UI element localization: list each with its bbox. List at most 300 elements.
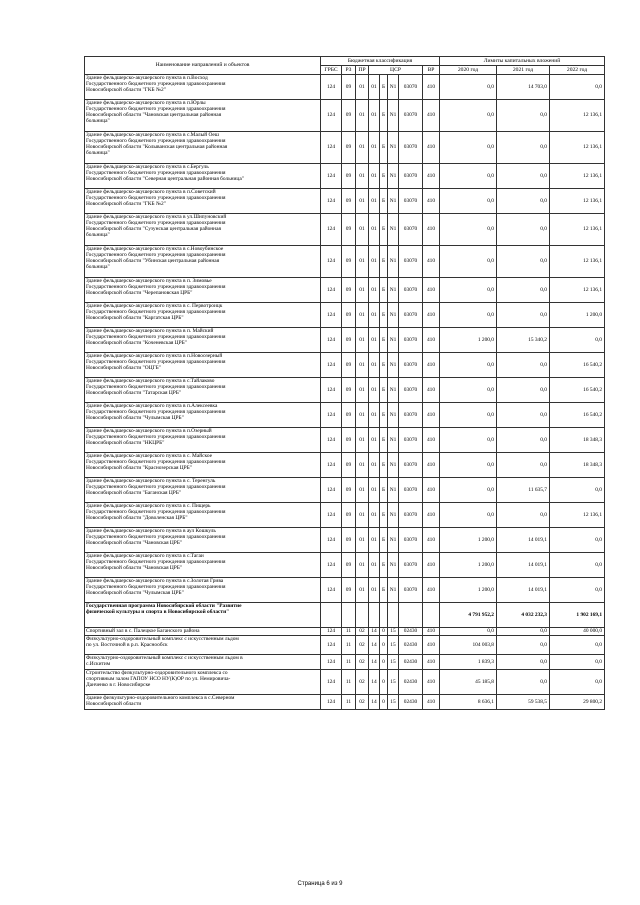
cell-2020: 0,0	[440, 278, 497, 303]
cell-2022: 1 200,0	[550, 303, 605, 328]
cell-grbs: 124	[321, 403, 342, 428]
cell-2021: 0,0	[497, 428, 550, 453]
cell-2022: 12 136,1	[550, 132, 605, 164]
cell-2022: 40 000,0	[550, 628, 605, 636]
table-row	[85, 100, 605, 132]
cell-csr-4: 03070	[399, 246, 423, 278]
cell-2020: 0,0	[440, 453, 497, 478]
cell-object-name: Здание физкультурно-оздоровительного комплекса в с.Северном Новосибирской области	[85, 695, 321, 710]
table-row	[85, 378, 605, 403]
cell-csr-3: N1	[388, 189, 399, 214]
cell-object-name: Здание фельдшерско-акушерского пункта в аул Кошкуль Государственного бюджетного учреждения здравоохранения Новосибирской области "Чановская ЦРБ"	[85, 528, 321, 553]
cell-object-name: Здание фельдшерско-акушерского пункта в п. Майский Государственного бюджетного учреждения здравоохранения Новосибирской области "Коченевская ЦРБ"	[85, 328, 321, 353]
cell-2021: 15 340,2	[497, 328, 550, 353]
cell-csr-3: N1	[388, 528, 399, 553]
cell-grbs: 124	[321, 670, 342, 695]
cell-2022: 0,0	[550, 478, 605, 503]
cell-rz: 09	[342, 100, 356, 132]
cell-2022: 29 800,2	[550, 695, 605, 710]
cell-csr-3: N1	[388, 214, 399, 246]
cell-csr-1: 01	[369, 246, 380, 278]
cell-csr-4: 03070	[399, 214, 423, 246]
cell-2021: 0,0	[497, 132, 550, 164]
cell-csr-4: 03070	[399, 100, 423, 132]
cell-csr-4: 03070	[399, 189, 423, 214]
cell-2022: 0,0	[550, 528, 605, 553]
cell-object-name: Спортивный зал в с. Палецкое Баганского района	[85, 628, 321, 636]
cell-csr-2: Б	[380, 403, 388, 428]
cell-grbs: 124	[321, 478, 342, 503]
cell-csr-4: 03070	[399, 528, 423, 553]
cell-2022: 16 540,2	[550, 353, 605, 378]
header-name: Наименование направлений и объектов	[85, 57, 321, 75]
cell-rz: 09	[342, 428, 356, 453]
cell-2020: 1 200,0	[440, 328, 497, 353]
cell-2021: 14 019,1	[497, 553, 550, 578]
cell-csr-1: 01	[369, 278, 380, 303]
cell-2022: 12 136,1	[550, 246, 605, 278]
cell-csr-2: Б	[380, 246, 388, 278]
cell-2021: 14 703,0	[497, 75, 550, 100]
cell-rz: 09	[342, 478, 356, 503]
cell-pr: 02	[356, 655, 369, 670]
cell-csr-2: Б	[380, 189, 388, 214]
cell-csr-1: 01	[369, 132, 380, 164]
cell-csr-2: Б	[380, 528, 388, 553]
table-row	[85, 278, 605, 303]
cell-2021: 0,0	[497, 246, 550, 278]
table-row	[85, 603, 605, 628]
cell-rz: 09	[342, 75, 356, 100]
cell-grbs: 124	[321, 503, 342, 528]
cell-grbs: 124	[321, 164, 342, 189]
cell-vr: 410	[423, 628, 440, 636]
cell-2020: 8 636,1	[440, 695, 497, 710]
cell-grbs: 124	[321, 428, 342, 453]
cell-csr-1: 14	[369, 628, 380, 636]
cell-object-name: Физкультурно-оздоровительный комплекс с искусственным льдом по ул. Восточной в р.п. Краснообск	[85, 636, 321, 655]
cell-csr-2: 0	[380, 695, 388, 710]
cell-grbs: 124	[321, 378, 342, 403]
cell-csr-3: N1	[388, 503, 399, 528]
cell-csr-1: 01	[369, 528, 380, 553]
cell-object-name: Здание фельдшерско-акушерского пункта в п.Юрлы Государственного бюджетного учреждения здравоохранения Новосибирской области "Чановская центральная районная больница"	[85, 100, 321, 132]
cell-rz: 09	[342, 214, 356, 246]
cell-csr-1: 01	[369, 100, 380, 132]
cell-object-name: Здание фельдшерско-акушерского пункта в п.Новоозерный Государственного бюджетного учреждения здравоохранения Новосибирской области "ОЦГБ"	[85, 353, 321, 378]
cell-2020: 1 200,0	[440, 578, 497, 603]
cell-csr-4: 03070	[399, 328, 423, 353]
cell-2020: 0,0	[440, 353, 497, 378]
cell-csr-1: 14	[369, 636, 380, 655]
table-row	[85, 353, 605, 378]
cell-vr: 410	[423, 655, 440, 670]
table-row	[85, 553, 605, 578]
cell-pr: 01	[356, 403, 369, 428]
cell-csr-3: 15	[388, 636, 399, 655]
cell-pr: 02	[356, 670, 369, 695]
table-row	[85, 578, 605, 603]
cell-csr-2: Б	[380, 453, 388, 478]
cell-pr: 01	[356, 528, 369, 553]
cell-2021: 0,0	[497, 214, 550, 246]
cell-vr: 410	[423, 132, 440, 164]
cell-2021: 0,0	[497, 453, 550, 478]
cell-vr: 410	[423, 164, 440, 189]
cell-pr: 01	[356, 278, 369, 303]
cell-object-name: Здание фельдшерско-акушерского пункта в п.Алексеевка Государственного бюджетного учреждения здравоохранения Новосибирской области "Чулымская ЦРБ"	[85, 403, 321, 428]
cell-object-name: Здание фельдшерско-акушерского пункта в ул.Шипуновский Государственного бюджетного учреждения здравоохранения Новосибирской области "Сузунская центральная районная больница"	[85, 214, 321, 246]
table-row	[85, 628, 605, 636]
cell-2022: 0,0	[550, 578, 605, 603]
cell-2022: 12 136,1	[550, 100, 605, 132]
cell-csr-4: 02430	[399, 695, 423, 710]
cell-csr-2: Б	[380, 164, 388, 189]
cell-2021: 0,0	[497, 303, 550, 328]
cell-object-name: Здание фельдшерско-акушерского пункта в с.Тайлаково Государственного бюджетного учреждения здравоохранения Новосибирской области "Татарская ЦРБ"	[85, 378, 321, 403]
cell-vr: 410	[423, 246, 440, 278]
cell-2022: 0,0	[550, 636, 605, 655]
cell-csr-1: 01	[369, 214, 380, 246]
cell-2020: 1 839,3	[440, 655, 497, 670]
header-pr: ПР	[356, 66, 369, 75]
cell-2020: 45 185,8	[440, 670, 497, 695]
cell-csr-4: 03070	[399, 75, 423, 100]
cell-csr-1: 01	[369, 189, 380, 214]
cell-csr-3: N1	[388, 75, 399, 100]
cell-csr-2: Б	[380, 75, 388, 100]
header-grbs: ГРБС	[321, 66, 342, 75]
cell-rz: 09	[342, 164, 356, 189]
cell-csr-4: 03070	[399, 278, 423, 303]
cell-csr-4: 03070	[399, 478, 423, 503]
cell-object-name: Здание фельдшерско-акушерского пункта в п.Восход Государственного бюджетного учреждения здравоохранения Новосибирской области "ГКБ №2"	[85, 75, 321, 100]
cell-csr-3: 15	[388, 655, 399, 670]
table-row	[85, 478, 605, 503]
cell-2022: 12 136,1	[550, 189, 605, 214]
cell-rz: 11	[342, 670, 356, 695]
cell-2022: 12 136,1	[550, 503, 605, 528]
cell-csr-3: N1	[388, 453, 399, 478]
cell-csr-1: 01	[369, 353, 380, 378]
cell-2022: 0,0	[550, 75, 605, 100]
cell-rz: 09	[342, 578, 356, 603]
cell-csr-4	[399, 603, 423, 628]
table-row	[85, 655, 605, 670]
cell-pr: 02	[356, 695, 369, 710]
cell-2020: 1 200,0	[440, 528, 497, 553]
table-row	[85, 214, 605, 246]
cell-object-name: Здание фельдшерско-акушерского пункта в п.Советский Государственного бюджетного учреждения здравоохранения Новосибирской области "ГКБ №2"	[85, 189, 321, 214]
cell-grbs: 124	[321, 353, 342, 378]
cell-vr: 410	[423, 403, 440, 428]
cell-rz: 09	[342, 303, 356, 328]
cell-csr-3: N1	[388, 132, 399, 164]
cell-vr: 410	[423, 553, 440, 578]
cell-csr-1: 14	[369, 695, 380, 710]
cell-pr: 01	[356, 553, 369, 578]
cell-grbs: 124	[321, 578, 342, 603]
cell-grbs: 124	[321, 75, 342, 100]
cell-csr-1: 01	[369, 378, 380, 403]
cell-grbs: 124	[321, 214, 342, 246]
cell-vr: 410	[423, 278, 440, 303]
cell-2022: 18 348,3	[550, 428, 605, 453]
cell-object-name: Здание фельдшерско-акушерского пункта в с.Золотая Грива Государственного бюджетного учреждения здравоохранения Новосибирской области "Чулымская ЦРБ"	[85, 578, 321, 603]
cell-2022: 12 136,1	[550, 164, 605, 189]
cell-vr: 410	[423, 503, 440, 528]
table-row	[85, 164, 605, 189]
cell-pr: 01	[356, 503, 369, 528]
cell-2022: 16 540,2	[550, 378, 605, 403]
cell-csr-3: N1	[388, 353, 399, 378]
table-body	[85, 75, 605, 710]
cell-rz: 09	[342, 353, 356, 378]
cell-pr: 01	[356, 100, 369, 132]
cell-csr-3: N1	[388, 328, 399, 353]
cell-csr-2	[380, 603, 388, 628]
cell-csr-4: 02430	[399, 636, 423, 655]
cell-object-name: Здание фельдшерско-акушерского пункта в п.Озерный Государственного бюджетного учреждения здравоохранения Новосибирской области "НКЦРБ"	[85, 428, 321, 453]
cell-2020: 0,0	[440, 246, 497, 278]
cell-vr: 410	[423, 528, 440, 553]
cell-2021: 59 538,5	[497, 695, 550, 710]
cell-rz: 09	[342, 189, 356, 214]
cell-csr-3: N1	[388, 278, 399, 303]
table-row	[85, 670, 605, 695]
cell-csr-4: 03070	[399, 303, 423, 328]
cell-csr-2: 0	[380, 636, 388, 655]
cell-rz: 11	[342, 636, 356, 655]
cell-vr: 410	[423, 636, 440, 655]
cell-vr: 410	[423, 670, 440, 695]
cell-2021: 0,0	[497, 100, 550, 132]
cell-pr: 01	[356, 578, 369, 603]
cell-pr: 01	[356, 214, 369, 246]
cell-pr: 01	[356, 353, 369, 378]
cell-csr-2: Б	[380, 303, 388, 328]
cell-csr-3: N1	[388, 553, 399, 578]
cell-csr-3	[388, 603, 399, 628]
cell-2022: 0,0	[550, 670, 605, 695]
cell-pr: 01	[356, 428, 369, 453]
cell-csr-2: Б	[380, 378, 388, 403]
cell-object-name: Здание фельдшерско-акушерского пункта в с. Первотроицк Государственного бюджетного учреждения здравоохранения Новосибирской области "Каргатская ЦРБ"	[85, 303, 321, 328]
cell-2020: 0,0	[440, 164, 497, 189]
cell-csr-3: N1	[388, 303, 399, 328]
cell-2022: 0,0	[550, 655, 605, 670]
cell-csr-1: 01	[369, 403, 380, 428]
cell-object-name: Здание фельдшерско-акушерского пункта в с.Новоубинское Государственного бюджетного учреждения здравоохранения Новосибирской области "Убинская центральная районная больница"	[85, 246, 321, 278]
cell-rz: 11	[342, 628, 356, 636]
cell-2020: 4 791 952,2	[440, 603, 497, 628]
cell-2022: 18 348,3	[550, 453, 605, 478]
cell-csr-2: Б	[380, 553, 388, 578]
cell-object-name: Государственная программа Новосибирской области "Развитие физической культуры и спорта в Новосибирской области"	[85, 603, 321, 628]
cell-2021: 0,0	[497, 503, 550, 528]
cell-grbs: 124	[321, 453, 342, 478]
cell-csr-1	[369, 603, 380, 628]
cell-rz: 09	[342, 503, 356, 528]
table-row	[85, 428, 605, 453]
budget-table	[84, 56, 605, 710]
cell-csr-4: 02430	[399, 670, 423, 695]
cell-2021: 0,0	[497, 189, 550, 214]
cell-csr-2: Б	[380, 353, 388, 378]
cell-2020: 0,0	[440, 428, 497, 453]
cell-csr-1: 01	[369, 164, 380, 189]
cell-csr-4: 03070	[399, 403, 423, 428]
cell-object-name: Здание фельдшерско-акушерского пункта в с. Пищерь Государственного бюджетного учреждения здравоохранения Новосибирской области "Доволенская ЦРБ"	[85, 503, 321, 528]
table-row	[85, 403, 605, 428]
cell-pr: 01	[356, 246, 369, 278]
header-year-2021: 2021 год	[497, 66, 550, 75]
cell-object-name: Здание фельдшерско-акушерского пункта в с.Бергуль Государственного бюджетного учреждения здравоохранения Новосибирской области "Северная центральная районная больница"	[85, 164, 321, 189]
cell-vr: 410	[423, 695, 440, 710]
cell-csr-1: 01	[369, 303, 380, 328]
cell-pr: 01	[356, 164, 369, 189]
cell-csr-4: 02430	[399, 628, 423, 636]
cell-csr-4: 03070	[399, 353, 423, 378]
cell-rz: 09	[342, 528, 356, 553]
cell-rz: 09	[342, 553, 356, 578]
cell-csr-1: 01	[369, 478, 380, 503]
cell-csr-1: 01	[369, 503, 380, 528]
cell-pr: 01	[356, 328, 369, 353]
cell-csr-4: 03070	[399, 453, 423, 478]
header-capital-limits: Лимиты капитальных вложений	[440, 57, 605, 66]
cell-csr-3: 15	[388, 695, 399, 710]
cell-2020: 0,0	[440, 378, 497, 403]
cell-csr-3: N1	[388, 378, 399, 403]
cell-csr-1: 01	[369, 453, 380, 478]
cell-csr-2: Б	[380, 478, 388, 503]
cell-2020: 104 003,8	[440, 636, 497, 655]
cell-vr: 410	[423, 378, 440, 403]
cell-2020: 0,0	[440, 189, 497, 214]
cell-grbs: 124	[321, 132, 342, 164]
cell-2022: 1 902 169,1	[550, 603, 605, 628]
cell-vr: 410	[423, 100, 440, 132]
cell-csr-2: Б	[380, 328, 388, 353]
cell-2020: 0,0	[440, 478, 497, 503]
table-row	[85, 303, 605, 328]
cell-grbs: 124	[321, 628, 342, 636]
cell-grbs: 124	[321, 328, 342, 353]
cell-rz: 09	[342, 453, 356, 478]
cell-csr-2: Б	[380, 278, 388, 303]
cell-vr: 410	[423, 328, 440, 353]
cell-csr-3: N1	[388, 403, 399, 428]
cell-2020: 0,0	[440, 214, 497, 246]
cell-pr: 01	[356, 453, 369, 478]
cell-csr-1: 01	[369, 553, 380, 578]
cell-2021: 0,0	[497, 378, 550, 403]
cell-pr: 01	[356, 132, 369, 164]
table-row	[85, 328, 605, 353]
table-row	[85, 528, 605, 553]
cell-2020: 0,0	[440, 503, 497, 528]
cell-2020: 0,0	[440, 303, 497, 328]
cell-csr-4: 03070	[399, 378, 423, 403]
header-year-2020: 2020 год	[440, 66, 497, 75]
cell-csr-4: 03070	[399, 132, 423, 164]
cell-csr-2: 0	[380, 670, 388, 695]
cell-pr: 01	[356, 189, 369, 214]
cell-csr-3: N1	[388, 246, 399, 278]
cell-2020: 0,0	[440, 403, 497, 428]
cell-vr: 410	[423, 303, 440, 328]
cell-2022: 16 540,2	[550, 403, 605, 428]
cell-rz	[342, 603, 356, 628]
cell-csr-2: Б	[380, 214, 388, 246]
table-row	[85, 453, 605, 478]
table-row	[85, 503, 605, 528]
table-row	[85, 246, 605, 278]
cell-csr-4: 03070	[399, 428, 423, 453]
cell-rz: 09	[342, 378, 356, 403]
cell-rz: 09	[342, 403, 356, 428]
cell-csr-2: Б	[380, 578, 388, 603]
cell-vr: 410	[423, 428, 440, 453]
cell-grbs: 124	[321, 246, 342, 278]
cell-csr-3: 15	[388, 670, 399, 695]
header-rz: РЗ	[342, 66, 356, 75]
cell-object-name: Здание фельдшерско-акушерского пункта в с.Тагаи Государственного бюджетного учреждения здравоохранения Новосибирской области "Чановская ЦРБ"	[85, 553, 321, 578]
cell-vr	[423, 603, 440, 628]
cell-object-name: Здание фельдшерско-акушерского пункта в с. Майское Государственного бюджетного учреждения здравоохранения Новосибирской области "Краснозерская ЦРБ"	[85, 453, 321, 478]
cell-2022: 12 136,1	[550, 214, 605, 246]
cell-csr-3: N1	[388, 164, 399, 189]
cell-csr-1: 01	[369, 578, 380, 603]
cell-pr: 02	[356, 628, 369, 636]
cell-2021: 4 032 232,3	[497, 603, 550, 628]
cell-vr: 410	[423, 478, 440, 503]
cell-grbs: 124	[321, 278, 342, 303]
budget-table-container	[84, 56, 604, 710]
cell-csr-2: Б	[380, 132, 388, 164]
cell-csr-4: 03070	[399, 164, 423, 189]
cell-grbs	[321, 603, 342, 628]
cell-rz: 09	[342, 328, 356, 353]
cell-grbs: 124	[321, 189, 342, 214]
cell-2022: 12 136,1	[550, 278, 605, 303]
cell-csr-1: 01	[369, 428, 380, 453]
cell-vr: 410	[423, 75, 440, 100]
cell-csr-4: 03070	[399, 503, 423, 528]
cell-rz: 09	[342, 278, 356, 303]
cell-2020: 0,0	[440, 132, 497, 164]
cell-pr: 01	[356, 303, 369, 328]
cell-pr: 01	[356, 378, 369, 403]
cell-vr: 410	[423, 578, 440, 603]
cell-csr-1: 01	[369, 75, 380, 100]
cell-csr-3: N1	[388, 478, 399, 503]
cell-rz: 09	[342, 246, 356, 278]
cell-csr-4: 03070	[399, 578, 423, 603]
header-csr: ЦСР	[369, 66, 423, 75]
header-year-2022: 2022 год	[550, 66, 605, 75]
cell-csr-4: 02430	[399, 655, 423, 670]
cell-2021: 0,0	[497, 278, 550, 303]
cell-csr-1: 14	[369, 655, 380, 670]
cell-vr: 410	[423, 214, 440, 246]
cell-2022: 0,0	[550, 553, 605, 578]
cell-object-name: Строительство физкультурно-оздоровительного комплекса со спортивным залом ГАПОУ НСО НУ(К)ОР по ул. Немировича- Данченко в г. Новосибирске	[85, 670, 321, 695]
cell-csr-2: Б	[380, 428, 388, 453]
cell-csr-2: 0	[380, 628, 388, 636]
cell-2020: 0,0	[440, 75, 497, 100]
